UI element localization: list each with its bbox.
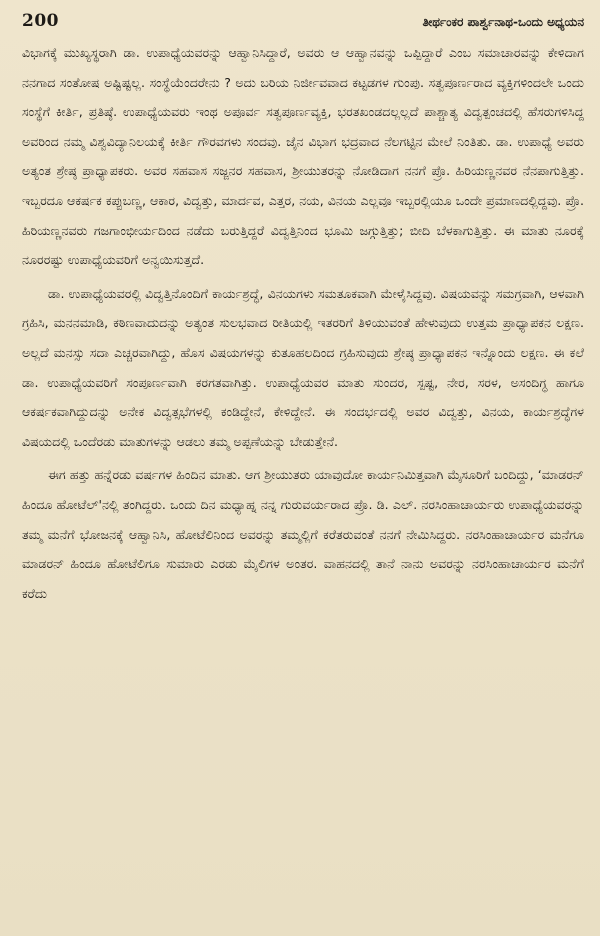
paragraph-2: ಡಾ. ಉಪಾಧ್ಯೆಯವರಲ್ಲಿ ವಿದ್ವತ್ತಿನೊಂದಿಗೆ ಕಾರ್ಯಶ್ರದ್ಧೆ, ವಿನಯಗಳು ಸಮತೂಕವಾಗಿ ಮೇಳೈಸಿದ್ದವು. ವಿಷಯವನ್ನು ಸಮಗ್ರವಾಗಿ, ಆಳವಾಗಿ ಗ್ರಹಿಸಿ, ಮನನಮಾಡಿ, ಕಠಿಣವಾದುದನ್ನು ಅತ್ಯಂತ ಸುಲಭವಾದ ರೀತಿಯಲ್ಲಿ ಇತರರಿಗೆ ತಿಳಿಯುವಂತೆ ಹೇಳುವುದು ಉತ್ತಮ ಪ್ರಾಧ್ಯಾಪಕನ ಲಕ್ಷಣ. ಅಲ್ಲದೆ ಮನಸ್ಸು ಸದಾ ಎಚ್ಚರವಾಗಿದ್ದು, ಹೊಸ ವಿಷಯಗಳನ್ನು ಕುತೂಹಲದಿಂದ ಗ್ರಹಿಸುವುದು ಶ್ರೇಷ್ಠ ಪ್ರಾಧ್ಯಾಪಕನ ಇನ್ನೊಂದು ಲಕ್ಷಣ. ಈ ಕಲೆ ಡಾ. ಉಪಾಧ್ಯೆಯವರಿಗೆ ಸಂಪೂರ್ಣವಾಗಿ ಕರಗತವಾಗಿತ್ತು. ಉಪಾಧ್ಯೆಯವರ ಮಾತು ಸುಂದರ, ಸ್ಪಷ್ಟ, ನೇರ, ಸರಳ, ಅಸಂದಿಗ್ಧ ಹಾಗೂ ಆಕರ್ಷಕವಾಗಿದ್ದುದನ್ನು ಅನೇಕ ವಿದ್ವತ್ಸಭೆಗಳಲ್ಲಿ ಕಂಡಿದ್ದೇನೆ, ಕೇಳಿದ್ದೇನೆ. ಈ ಸಂದರ್ಭದಲ್ಲಿ ಅವರ ವಿದ್ವತ್ತು, ವಿನಯ, ಕಾರ್ಯಶ್ರದ್ಧೆಗಳ ವಿಷಯದಲ್ಲಿ ಒಂದೆರಡು ಮಾತುಗಳನ್ನು ಆಡಲು ತಮ್ಮ ಅಪ್ಪಣೆಯನ್ನು ಬೇಡುತ್ತೇನೆ. <box>22 285 584 449</box>
body-text <box>22 38 584 608</box>
paragraph-3: ಈಗ ಹತ್ತು ಹನ್ನೆರಡು ವರ್ಷಗಳ ಹಿಂದಿನ ಮಾತು. ಆಗ ಶ್ರೀಯುತರು ಯಾವುದೋ ಕಾರ್ಯನಿಮಿತ್ತವಾಗಿ ಮೈಸೂರಿಗೆ ಬಂದಿದ್ದು, ‘ಮಾಡರನ್ ಹಿಂದೂ ಹೋಟೆಲ್'ನಲ್ಲಿ ತಂಗಿದ್ದರು. ಒಂದು ದಿನ ಮಧ್ಯಾಹ್ನ ನನ್ನ ಗುರುವರ್ಯರಾದ ಪ್ರೊ. ಡಿ. ಎಲ್. ನರಸಿಂಹಾಚಾರ್ಯರು ಉಪಾಧ್ಯೆಯವರನ್ನು ತಮ್ಮ ಮನೆಗೆ ಭೋಜನಕ್ಕೆ ಆಹ್ವಾನಿಸಿ, ಹೋಟೆಲಿನಿಂದ ಅವರನ್ನು ತಮ್ಮಲ್ಲಿಗೆ ಕರೆತರುವಂತೆ ನನಗೆ ನೇಮಿಸಿದ್ದರು. ನರಸಿಂಹಾಚಾರ್ಯರ ಮನೆಗೂ ಮಾಡರನ್ ಹಿಂದೂ ಹೋಟೆಲಿಗೂ ಸುಮಾರು ಎರಡು ಮೈಲಿಗಳ ಅಂತರ. ವಾಹನದಲ್ಲಿ ತಾನೆ ನಾನು ಅವರನ್ನು ನರಸಿಂಹಾಚಾರ್ಯರ ಮನೆಗೆ ಕರೆದು <box>22 467 584 601</box>
running-head <box>22 6 584 36</box>
paragraph-1: ವಿಭಾಗಕ್ಕೆ ಮುಖ್ಯಸ್ಥರಾಗಿ ಡಾ. ಉಪಾಧ್ಯೆಯವರನ್ನು ಆಹ್ವಾನಿಸಿದ್ದಾರೆ, ಅವರು ಆ ಆಹ್ವಾನವನ್ನು ಒಪ್ಪಿದ್ದಾರೆ ಎಂಬ ಸಮಾಚಾರವನ್ನು ಕೇಳಿದಾಗ ನನಗಾದ ಸಂತೋಷ ಅಷ್ಟಿಷ್ಟಲ್ಲ. ಸಂಸ್ಥೆಯೆಂದರೇನು ? ಅದು ಬರಿಯ ನಿರ್ಜೀವವಾದ ಕಟ್ಟಡಗಳ ಗುಂಪು. ಸತ್ವಪೂರ್ಣರಾದ ವ್ಯಕ್ತಿಗಳಿಂದಲೇ ಒಂದು ಸಂಸ್ಥೆಗೆ ಕೀರ್ತಿ, ಪ್ರತಿಷ್ಠೆ. ಉಪಾಧ್ಯೆಯವರು ಇಂಥ ಅಪೂರ್ವ ಸತ್ವಪೂರ್ಣವ್ಯಕ್ತಿ, ಭರತಖಂಡದಲ್ಲಲ್ಲದೆ ಪಾಶ್ಚಾತ್ಯ ವಿದ್ವತ್ಪಂಚದಲ್ಲಿ ಹೆಸರುಗಳಿಸಿದ್ದ ಅವರಿಂದ ನಮ್ಮ ವಿಶ್ವವಿದ್ಯಾನಿಲಯಕ್ಕೆ ಕೀರ್ತಿ ಗೌರವಗಳು ಸಂದವು. ಜೈನ ವಿಭಾಗ ಭದ್ರವಾದ ನೆಲಗಟ್ಟಿನ ಮೇಲೆ ನಿಂತಿತು. ಡಾ. ಉಪಾಧ್ಯೆ ಅವರು ಅತ್ಯಂತ ಶ್ರೇಷ್ಠ ಪ್ರಾಧ್ಯಾಪಕರು. ಅವರ ಸಹವಾಸ ಸಜ್ಜನರ ಸಹವಾಸ, ಶ್ರೀಯುತರನ್ನು ನೋಡಿದಾಗ ನನಗೆ ಪ್ರೊ. ಹಿರಿಯಣ್ಣನವರ ನೆನಪಾಗುತ್ತಿತ್ತು. ಇಬ್ಬರದೂ ಆಕರ್ಷಕ ಕಪ್ಪುಬಣ್ಣ, ಆಕಾರ, ವಿದ್ವತ್ತು, ಮಾರ್ದವ, ಎತ್ತರ, ನಯ, ವಿನಯ ಎಲ್ಲವೂ ಇಬ್ಬರಲ್ಲಿಯೂ ಒಂದೇ ಪ್ರಮಾಣದಲ್ಲಿದ್ದವು. ಪ್ರೊ. ಹಿರಿಯಣ್ಣನವರು ಗಜಗಾಂಭೀರ್ಯದಿಂದ ನಡೆದು ಬರುತ್ತಿದ್ದರೆ ವಿದ್ವತ್ತಿನಿಂದ ಭೂಮಿ ಜಗ್ಗುತ್ತಿತ್ತು; ಬೀದಿ ಬೆಳಕಾಗುತ್ತಿತ್ತು. ಈ ಮಾತು ನೂರಕ್ಕೆ ನೂರರಷ್ಟು ಉಪಾಧ್ಯೆಯವರಿಗೆ ಅನ್ವಯಿಸುತ್ತದೆ. <box>22 45 584 268</box>
running-title: ತೀರ್ಥಂಕರ ಪಾರ್ಶ್ವನಾಥ-ಒಂದು ಅಧ್ಯಯನ <box>422 15 584 29</box>
page-number: 200 <box>22 11 59 31</box>
